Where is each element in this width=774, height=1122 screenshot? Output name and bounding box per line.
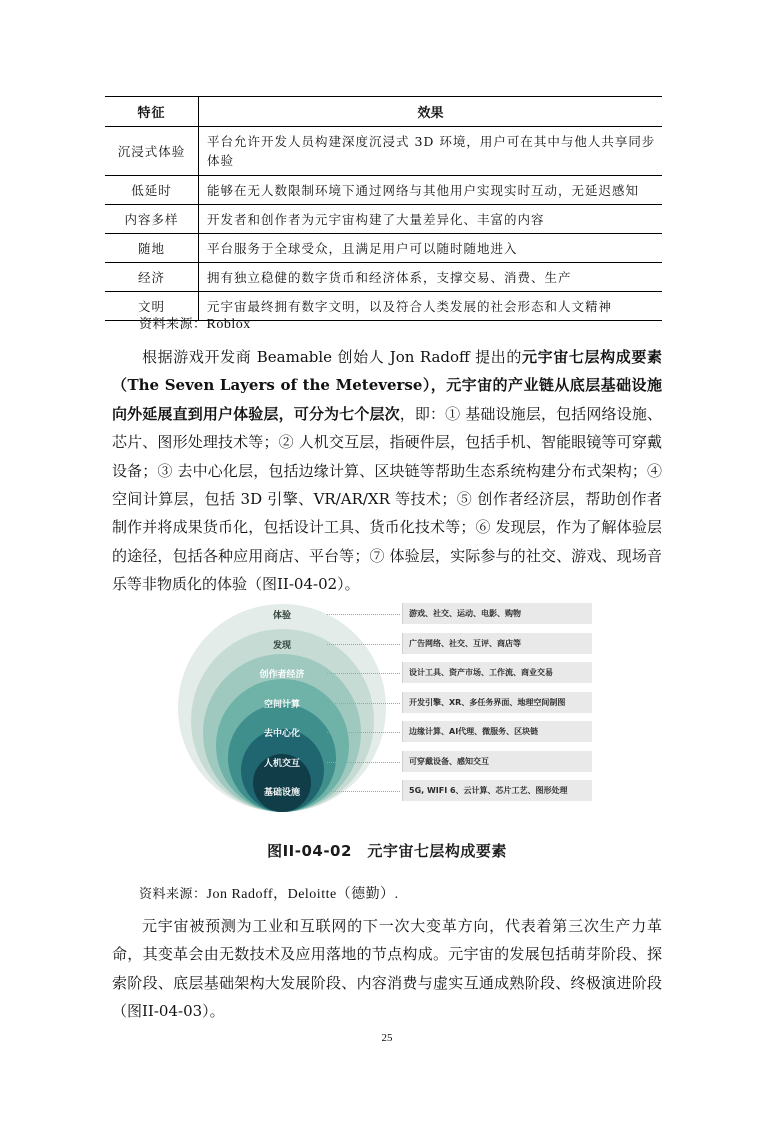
leader-line xyxy=(327,614,400,615)
layer-items: 可穿戴设备、感知交互 xyxy=(402,751,592,772)
source-name: Jon Radoff，Deloitte（德勤）. xyxy=(206,887,399,902)
figure-source-note xyxy=(139,883,399,903)
paragraph-text: 根据游戏开发商 Beamable 创始人 Jon Radoff 提出的 xyxy=(142,348,522,366)
body-paragraph xyxy=(112,343,662,599)
table-cell-effect: 平台允许开发人员构建深度沉浸式 3D 环境，用户可在其中与他人共享同步体验 xyxy=(199,127,663,176)
page-number: 25 xyxy=(381,1032,393,1044)
table-cell-feature: 文明 xyxy=(105,292,199,321)
table-row xyxy=(105,176,662,205)
leader-line xyxy=(327,732,400,733)
table-cell-feature: 经济 xyxy=(105,263,199,292)
table-cell-feature: 沉浸式体验 xyxy=(105,127,199,176)
leader-line xyxy=(327,791,400,792)
layer-name: 空间计算 xyxy=(263,699,301,710)
layer-name: 基础设施 xyxy=(263,788,301,798)
layer-items: 游戏、社交、运动、电影、购物 xyxy=(402,603,592,624)
table-header-row xyxy=(105,97,662,127)
leader-line xyxy=(327,644,400,645)
body-paragraph: 元宇宙被预测为工业和互联网的下一次大变革方向，代表着第三次生产力革命，其变革会由无数技术及应用落地的节点构成。元宇宙的发展包括萌芽阶段、探索阶段、底层基础架构大发展阶段、内容消费与虚实互通成熟阶段、终极演进阶段（图II-04-03）。 xyxy=(112,917,662,1021)
table-cell-effect: 开发者和创作者为元宇宙构建了大量差异化、丰富的内容 xyxy=(199,205,663,234)
table-cell-effect: 平台服务于全球受众，且满足用户可以随时随地进入 xyxy=(199,234,663,263)
table-row xyxy=(105,205,662,234)
layer-items: 边缘计算、AI代理、微服务、区块链 xyxy=(402,721,592,742)
table-cell-effect: 元宇宙最终拥有数字文明，以及符合人类发展的社会形态和人文精神 xyxy=(199,292,663,321)
paragraph-bold-text: 元宇宙七层构成要素（The Seven Layers of the Meteverse），元宇宙的产业链从底层基础设施向外延展直到用户体验层，可分为七个层次 xyxy=(112,348,662,423)
layer-items: 5G, WIFI 6、云计算、芯片工艺、图形处理 xyxy=(402,780,592,801)
source-prefix: 资料来源： xyxy=(139,887,207,902)
table-header-effect: 效果 xyxy=(199,97,663,127)
layer-items: 广告网络、社交、互评、商店等 xyxy=(402,633,592,654)
table-header-feature: 特征 xyxy=(105,97,199,127)
layer-name: 人机交互 xyxy=(263,758,301,769)
source-name: Roblox xyxy=(206,317,251,332)
leader-line xyxy=(327,703,400,704)
table-cell-feature: 随地 xyxy=(105,234,199,263)
table-cell-effect: 能够在无人数限制环境下通过网络与其他用户实现实时互动，无延迟感知 xyxy=(199,176,663,205)
layer-name: 体验 xyxy=(272,611,292,621)
layer-name: 创作者经济 xyxy=(259,670,305,680)
layer-items: 设计工具、资产市场、工作流、商业交易 xyxy=(402,662,592,683)
feature-table xyxy=(105,96,662,321)
layer-name: 去中心化 xyxy=(263,729,301,739)
paragraph-text: ，即：① 基础设施层，包括网络设施、芯片、图形处理技术等；② 人机交互层，指硬件层，包括手机、智能眼镜等可穿戴设备；③ 去中心化层，包括边缘计算、区块链等帮助生态系统构建分布式架构；④ 空间计算层，包括 3D 引擎、VR/AR/XR 等技术；⑤ 创作者经济层，帮助创作者制作并将成果货币化，包括设计工具、货币化技术等；⑥ 发现层，作为了解体验层的途径，包括各种应用商店、平台等；⑦ 体验层，实际参与的社交、游戏、现场音乐等非物质化的体验（图II-04-02）。 xyxy=(112,404,662,594)
table-row xyxy=(105,263,662,292)
figure-caption: 图II-04-02 元宇宙七层构成要素 xyxy=(267,842,507,860)
seven-layers-figure xyxy=(182,600,592,818)
table-row xyxy=(105,127,662,176)
source-prefix: 资料来源： xyxy=(139,317,207,332)
table-source-note xyxy=(139,313,251,333)
layer-items: 开发引擎、XR、多任务界面、地理空间制图 xyxy=(402,692,592,713)
layer-name: 发现 xyxy=(272,640,292,651)
table-row xyxy=(105,234,662,263)
leader-line xyxy=(327,762,400,763)
table-cell-feature: 低延时 xyxy=(105,176,199,205)
leader-line xyxy=(327,673,400,674)
table-cell-feature: 内容多样 xyxy=(105,205,199,234)
table-cell-effect: 拥有独立稳健的数字货币和经济体系，支撑交易、消费、生产 xyxy=(199,263,663,292)
